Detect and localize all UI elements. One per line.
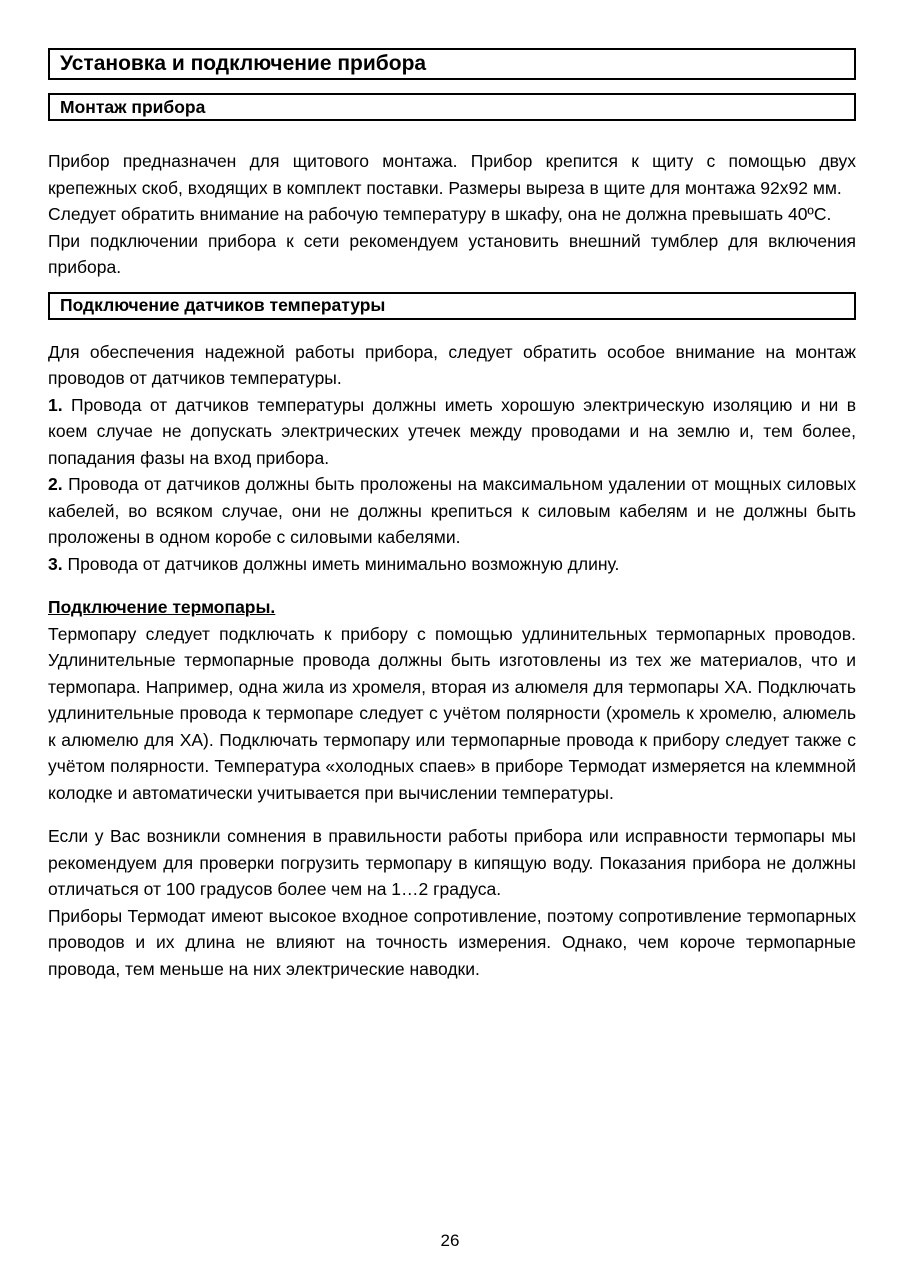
page-content: [48, 48, 856, 982]
list-item-1: [48, 392, 856, 472]
list-item-3-text: Провода от датчиков должны иметь минимально возможную длину.: [67, 553, 620, 574]
montazh-paragraph-3: При подключении прибора к сети рекомендуем установить внешний тумблер для включения прибора.: [48, 230, 856, 277]
thermocouple-paragraph-3: Приборы Термодат имеют высокое входное сопротивление, поэтому сопротивление термопарных проводов и их длина не влияют на точность измерения. Однако, чем короче термопарные провода, тем меньше на них электрические наводки.: [48, 905, 856, 979]
list-item-3-number: 3.: [48, 553, 63, 574]
main-title: Установка и подключение прибора: [48, 48, 856, 80]
list-item-3: [48, 551, 856, 578]
section-header-datchiki: Подключение датчиков температуры: [48, 292, 856, 320]
list-item-2-number: 2.: [48, 474, 63, 494]
list-item-1-number: 1.: [48, 394, 63, 415]
list-item-1-text: Провода от датчиков температуры должны иметь хорошую электрическую изоляцию и ни в коем случае не допускать электрических утечек между проводами и на землю и, тем более, попадания фазы на вход прибора.: [48, 394, 856, 468]
list-item-2: [48, 471, 856, 551]
page-number: 26: [440, 1231, 460, 1250]
montazh-paragraph-2: Следует обратить внимание на рабочую температуру в шкафу, она не должна превышать 40ºС.: [48, 204, 832, 224]
montazh-paragraph-1: Прибор предназначен для щитового монтажа. Прибор крепится к щиту с помощью двух крепежных скоб, входящих в комплект поставки. Размеры выреза в щите для монтажа 92х92 мм.: [48, 151, 856, 198]
thermocouple-paragraph-1: Термопару следует подключать к прибору с помощью удлинительных термопарных проводов. Удлинительные термопарные провода должны быть изготовлены из тех же материалов, что и термопара. Например, одна жила из хромеля, вторая из алюмеля для термопары ХА. Подключать удлинительные провода к термопаре следует с учётом полярности (хромель к хромелю, алюмель к алюмелю для ХА). Подключать термопару или термопарные провода к прибору следует также с учётом полярности. Температура «холодных спаев» в приборе Термодат измеряется на клеммной колодке и автоматически учитывается при вычислении температуры.: [48, 623, 856, 803]
thermocouple-paragraph-2: Если у Вас возникли сомнения в правильности работы прибора или исправности термопары мы рекомендуем для проверки погрузить термопару в кипящую воду. Показания прибора не должны отличаться от 100 градусов более чем на 1…2 градуса.: [48, 826, 856, 899]
thermocouple-subheading: Подключение термопары.: [48, 597, 276, 617]
datchiki-intro: Для обеспечения надежной работы прибора, следует обратить особое внимание на монтаж проводов от датчиков температуры.: [48, 341, 856, 388]
list-item-2-text: Провода от датчиков должны быть проложены на максимальном удалении от мощных силовых кабелей, во всяком случае, они не должны крепиться к силовым кабелям и не должны быть проложены в одном коробе с силовыми кабелями.: [48, 474, 856, 547]
section-header-montazh: Монтаж прибора: [48, 93, 856, 121]
